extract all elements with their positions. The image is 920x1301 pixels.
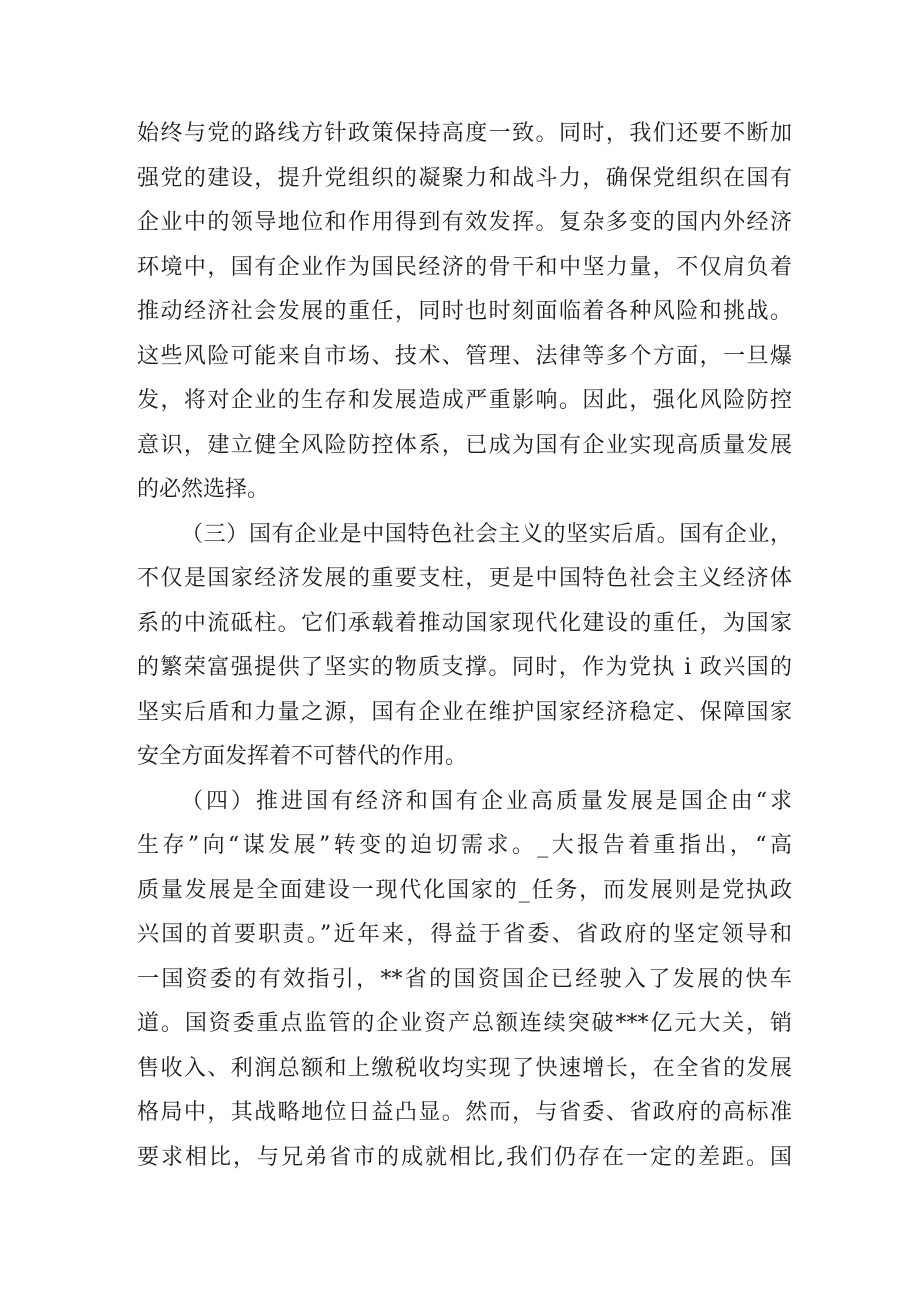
text-line: 一国资委的有效指引，**省的国资国企已经驶入了发展的快车 xyxy=(137,966,792,992)
text-line: 企业中的领导地位和作用得到有效发挥。复杂多变的国内外经济 xyxy=(137,210,792,235)
text-line: 始终与党的路线方针政策保持高度一致。同时，我们还要不断加 xyxy=(137,121,792,146)
text-line: 强党的建设，提升党组织的凝聚力和战斗力，确保党组织在国有 xyxy=(137,165,792,191)
text-line: 意识，建立健全风险防控体系，已成为国有企业实现高质量发展 xyxy=(137,432,792,458)
text-line: 不仅是国家经济发展的重要支柱，更是中国特色社会主义经济体 xyxy=(137,566,792,591)
text-line: 发，将对企业的生存和发展造成严重影响。因此，强化风险防控 xyxy=(137,388,792,413)
paragraph-3 xyxy=(137,780,792,1181)
text-line: 这些风险可能来自市场、技术、管理、法律等多个方面，一旦爆 xyxy=(137,343,792,369)
text-line: 环境中，国有企业作为国民经济的骨干和中坚力量，不仅肩负着 xyxy=(137,254,792,280)
text-line: 坚实后盾和力量之源，国有企业在维护国家经济稳定、保障国家 xyxy=(137,699,792,725)
text-line: 的必然选择。 xyxy=(137,477,270,502)
text-line: 质量发展是全面建设一现代化国家的_任务，而发展则是党执政 xyxy=(137,877,792,903)
text-line: 售收入、利润总额和上缴税收均实现了快速增长，在全省的发展 xyxy=(137,1055,792,1081)
text-line: 生存”向“谋发展”转变的迫切需求。_大报告着重指出，“高 xyxy=(137,833,792,858)
text-line: 格局中，其战略地位日益凸显。然而，与省委、省政府的高标准 xyxy=(137,1100,792,1125)
text-line: （四）推进国有经济和国有企业高质量发展是国企由“求 xyxy=(181,788,792,814)
text-line: （三）国有企业是中国特色社会主义的坚实后盾。国有企业， xyxy=(181,521,792,547)
paragraph-1 xyxy=(137,112,792,513)
text-line: 道。国资委重点监管的企业资产总额连续突破***亿元大关，销 xyxy=(137,1011,792,1036)
text-line: 要求相比，与兄弟省市的成就相比,我们仍存在一定的差距。国 xyxy=(137,1144,792,1170)
paragraph-2 xyxy=(137,513,792,780)
text-line: 系的中流砥柱。它们承载着推动国家现代化建设的重任，为国家 xyxy=(137,610,792,636)
text-line: 安全方面发挥着不可替代的作用。 xyxy=(137,744,468,769)
text-line: 推动经济社会发展的重任，同时也时刻面临着各种风险和挑战。 xyxy=(137,299,792,324)
text-line: 兴国的首要职责。”近年来，得益于省委、省政府的坚定领导和 xyxy=(137,922,792,947)
document-body xyxy=(137,112,792,1180)
text-line: 的繁荣富强提供了坚实的物质支撑。同时，作为党执 i 政兴国的 xyxy=(137,655,792,680)
